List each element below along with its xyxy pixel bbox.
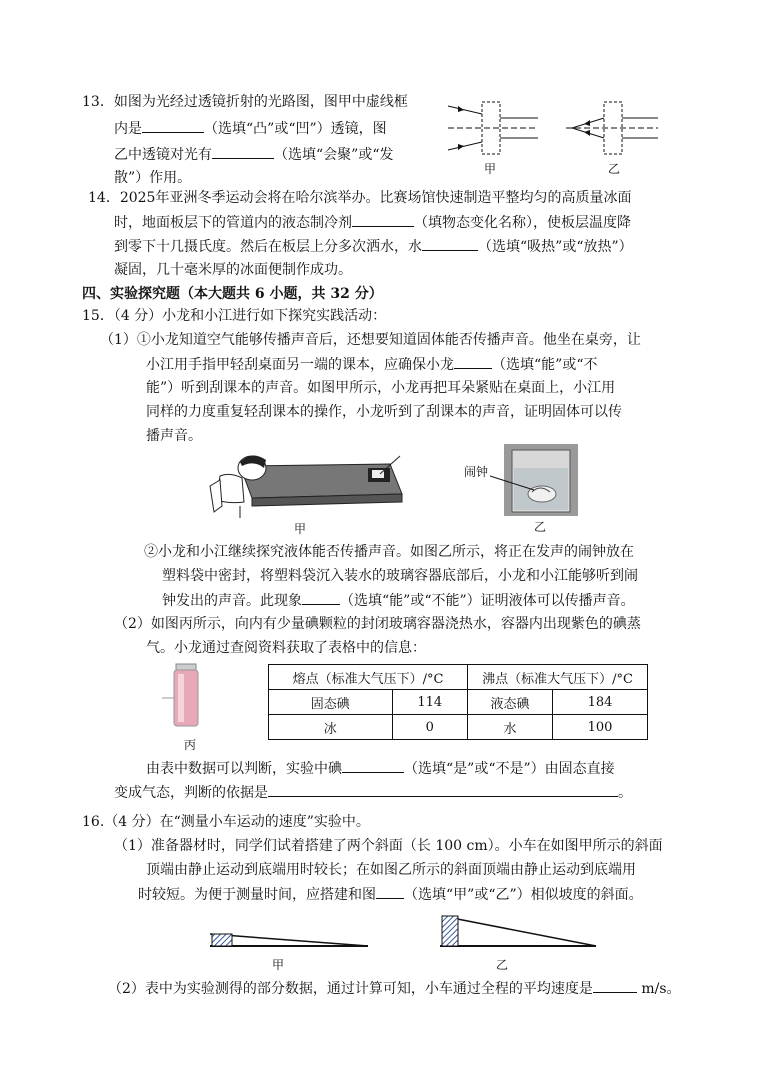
- q15-p4-line2: [114, 782, 632, 803]
- table-header-row: [269, 665, 648, 690]
- fig-caption-yi: 乙: [496, 958, 509, 972]
- desk-listening-figure: [200, 446, 410, 520]
- q15-p3-line2: 气。小龙通过查阅资料获取了表格中的信息：: [146, 640, 426, 656]
- q14-line3: [114, 236, 633, 257]
- q15-p2-line2: 塑料袋中密封，将塑料袋沉入装水的玻璃容器底部后，小龙和小江能够听到闹: [162, 568, 638, 584]
- section-heading: 四、实验探究题（本大题共 6 小题，共 32 分）: [82, 286, 383, 302]
- q15-p2-line1: ②小龙和小江继续探究液体能否传播声音。如图乙所示，将正在发声的闹钟放在: [144, 544, 634, 560]
- q15-text: 小江用手指甲轻刮桌面另一端的课本，应确保小龙: [146, 357, 454, 373]
- q15-text: 由表中数据可以判断，实验中碘: [146, 761, 342, 777]
- q16-line1: 16.（4 分）在“测量小车运动的速度”实验中。: [82, 814, 370, 830]
- alarm-clock-label: 闹钟: [464, 465, 489, 479]
- answer-blank[interactable]: [212, 144, 274, 159]
- pointer-line: [490, 474, 540, 494]
- q15-p3-line1: （2）如图丙所示，向内有少量碘颗粒的封闭玻璃容器浇热水，容器内出现紫色的碘蒸: [114, 616, 641, 632]
- answer-blank[interactable]: [302, 590, 340, 605]
- q16-text: （选填“甲”或“乙”）相似坡度的斜面。: [404, 887, 643, 903]
- q15-text: （选填“能”或“不能”）证明液体可以传播声音。: [340, 593, 635, 609]
- q14-text: （填物态变化名称），使板层温度降: [414, 215, 631, 231]
- answer-blank[interactable]: [268, 782, 618, 797]
- q14-line4: 凝固，几十毫米厚的冰面便制作成功。: [114, 262, 352, 278]
- q13-line2: [114, 118, 387, 139]
- table-cell: 水: [468, 715, 553, 740]
- q13-line1: 13．如图为光经过透镜折射的光路图，图甲中虚线框: [82, 94, 408, 110]
- q15-p1-line3: 能”）听到刮课本的声音。如图甲所示，小龙再把耳朵紧贴在桌面上，小江用: [146, 380, 616, 396]
- q13-line4: 散”）作用。: [114, 170, 192, 186]
- q16-text: （2）表中为实验测得的部分数据，通过计算可知，小车通过全程的平均速度是: [108, 981, 593, 997]
- q16-p1-line1: （1）准备器材时，同学们试着搭建了两个斜面（长 100 cm）。小车在如图甲所示的斜面: [114, 838, 663, 854]
- q13-line3: [114, 144, 393, 165]
- q15-p1-line2: [146, 354, 597, 375]
- q14-text: 到零下十几摄氏度。然后在板层上分多次洒水，水: [114, 239, 422, 255]
- q16-text: 时较短。为便于测量时间，应搭建和图: [138, 887, 376, 903]
- answer-blank[interactable]: [352, 212, 414, 227]
- q13-text: 乙中透镜对光有: [114, 147, 212, 163]
- fig-caption-jia: 甲: [294, 522, 307, 536]
- incline-diagram: [208, 912, 600, 952]
- q15-p4-line1: [146, 758, 615, 779]
- q15-p1-line1: （1）①小龙知道空气能够传播声音后，还想要知道固体能否传播声音。他坐在桌旁，让: [100, 332, 641, 348]
- table-cell: 固态碘: [269, 690, 393, 715]
- q15-text: 变成气态，判断的依据是: [114, 785, 268, 801]
- table-cell: 液态碘: [468, 690, 553, 715]
- answer-blank[interactable]: [142, 118, 204, 133]
- fig-caption-bing: 丙: [184, 738, 197, 752]
- q15-p1-line4: 同样的力度重复轻刮课本的操作，小龙听到了刮课本的声音，证明固体可以传: [146, 404, 622, 420]
- table-cell: 冰: [269, 715, 393, 740]
- answer-blank[interactable]: [422, 236, 478, 251]
- table-cell: 184: [553, 690, 648, 715]
- answer-blank[interactable]: [376, 884, 404, 899]
- q16-text: m/s。: [641, 981, 681, 997]
- q15-text: （选填“是”或“不是”）由固态直接: [404, 761, 615, 777]
- fig-caption-yi: 乙: [608, 162, 621, 176]
- q15-p2-line3: [162, 590, 635, 611]
- table-cell: 100: [553, 715, 648, 740]
- table-row: [269, 715, 648, 740]
- q15-text: 钟发出的声音。此现象: [162, 593, 302, 609]
- table-row: [269, 690, 648, 715]
- q14-text: 时，地面板层下的管道内的液态制冷剂: [114, 215, 352, 231]
- melting-boiling-table: [268, 664, 648, 740]
- q13-text: 内是: [114, 121, 142, 137]
- q13-text: （选填“凸”或“凹”）透镜，图: [204, 121, 387, 137]
- answer-blank[interactable]: [593, 978, 637, 993]
- q14-line2: [114, 212, 631, 233]
- table-header-boiling: 沸点（标准大气压下）/°C: [468, 665, 648, 690]
- fig-caption-yi: 乙: [534, 520, 547, 534]
- q16-p2-line: [108, 978, 681, 999]
- q16-p1-line2: 顶端由静止运动到底端用时较长；在如图乙所示的斜面顶端由静止运动到底端用: [146, 862, 636, 878]
- q13-text: （选填“会聚”或“发: [274, 147, 394, 163]
- table-cell: 0: [392, 715, 467, 740]
- q14-text: （选填“吸热”或“放热”）: [478, 239, 633, 255]
- q14-line1: 14．2025年亚洲冬季运动会将在哈尔滨举办。比赛场馆快速制造平整均匀的高质量冰面: [88, 190, 632, 206]
- q15-p1-line5: 播声音。: [146, 428, 202, 444]
- fig-caption-jia: 甲: [484, 162, 497, 176]
- fig-caption-jia: 甲: [272, 958, 285, 972]
- table-cell: 114: [392, 690, 467, 715]
- q15-text: （选填“能”或“不: [492, 357, 598, 373]
- support-block-yi: [442, 916, 458, 946]
- q16-p1-line3: [138, 884, 643, 905]
- q15-text: 。: [618, 785, 632, 801]
- q15-line1: 15．（4 分）小龙和小江进行如下探究实践活动：: [82, 308, 387, 324]
- table-header-melting: 熔点（标准大气压下）/°C: [269, 665, 468, 690]
- support-block-jia: [212, 934, 232, 946]
- answer-blank[interactable]: [342, 758, 404, 773]
- iodine-container-photo: [160, 660, 212, 736]
- lens-diagram: [444, 96, 664, 162]
- answer-blank[interactable]: [454, 354, 492, 369]
